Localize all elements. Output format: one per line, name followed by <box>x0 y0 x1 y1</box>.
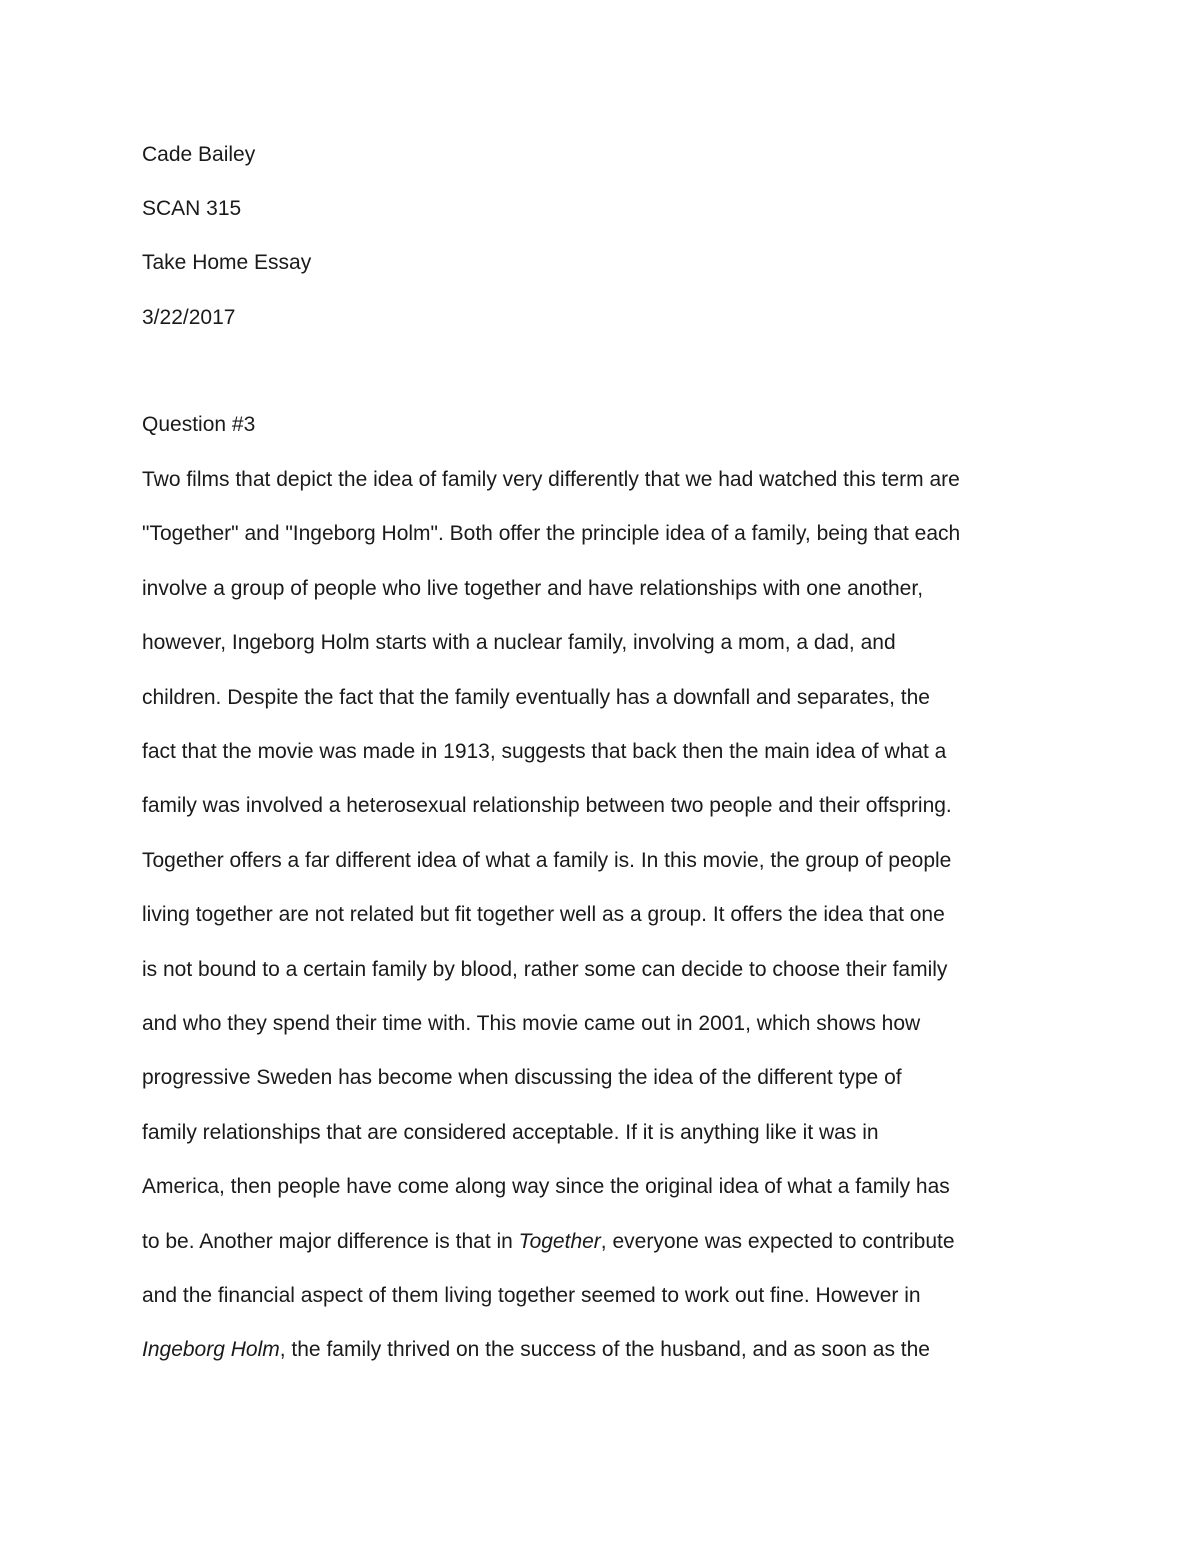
author-name: Cade Bailey <box>142 143 256 166</box>
assignment-title: Take Home Essay <box>142 251 312 274</box>
essay-text: , everyone was expected to contribute <box>600 1230 955 1253</box>
film-title: Ingeborg Holm <box>142 1338 280 1361</box>
essay-line <box>142 520 960 548</box>
film-title: Together <box>518 1230 601 1253</box>
essay-text: , the family thrived on the success of the husband, and as soon as the <box>279 1338 930 1361</box>
essay-text: America, then people have come along way since the original idea of what a family has <box>142 1175 950 1198</box>
essay-text: and the financial aspect of them living together seemed to work out fine. However in <box>142 1284 921 1307</box>
essay-text: and who they spend their time with. This movie came out in 2001, which shows how <box>142 1012 921 1035</box>
essay-text: involve a group of people who live together and have relationships with one another, <box>142 577 924 600</box>
essay-text: is not bound to a certain family by blood, rather some can decide to choose their family <box>142 958 948 981</box>
question-title: Question #3 <box>142 413 256 436</box>
essay-line <box>142 956 947 984</box>
essay-line <box>142 847 951 875</box>
essay-text: progressive Sweden has become when discussing the idea of the different type of <box>142 1066 902 1089</box>
essay-line <box>142 1064 902 1092</box>
essay-text: family relationships that are considered acceptable. If it is anything like it was in <box>142 1121 879 1144</box>
essay-line <box>142 1228 955 1256</box>
essay-line <box>142 901 945 929</box>
essay-text: however, Ingeborg Holm starts with a nuclear family, involving a mom, a dad, and <box>142 631 896 654</box>
essay-text: Two films that depict the idea of family very differently that we had watched this term are <box>142 468 960 491</box>
essay-line <box>142 792 952 820</box>
course-code: SCAN 315 <box>142 197 242 220</box>
essay-line <box>142 1336 930 1364</box>
essay-line <box>142 738 946 766</box>
essay-text: "Together" and "Ingeborg Holm". Both offer the principle idea of a family, being that each <box>142 522 961 545</box>
essay-line <box>142 629 896 657</box>
essay-line <box>142 1173 950 1201</box>
essay-line <box>142 1282 921 1310</box>
essay-line <box>142 1010 920 1038</box>
essay-text: living together are not related but fit together well as a group. It offers the idea that one <box>142 903 945 926</box>
essay-line <box>142 575 923 603</box>
essay-text: fact that the movie was made in 1913, suggests that back then the main idea of what a <box>142 740 947 763</box>
essay-text: Together offers a far different idea of what a family is. In this movie, the group of people <box>142 849 952 872</box>
essay-text: children. Despite the fact that the family eventually has a downfall and separates, the <box>142 686 930 709</box>
essay-line <box>142 466 960 494</box>
essay-line <box>142 684 930 712</box>
essay-date: 3/22/2017 <box>142 306 236 329</box>
essay-text: to be. Another major difference is that in <box>142 1230 519 1253</box>
essay-line <box>142 1119 879 1147</box>
essay-text: family was involved a heterosexual relationship between two people and their offspring. <box>142 794 952 817</box>
